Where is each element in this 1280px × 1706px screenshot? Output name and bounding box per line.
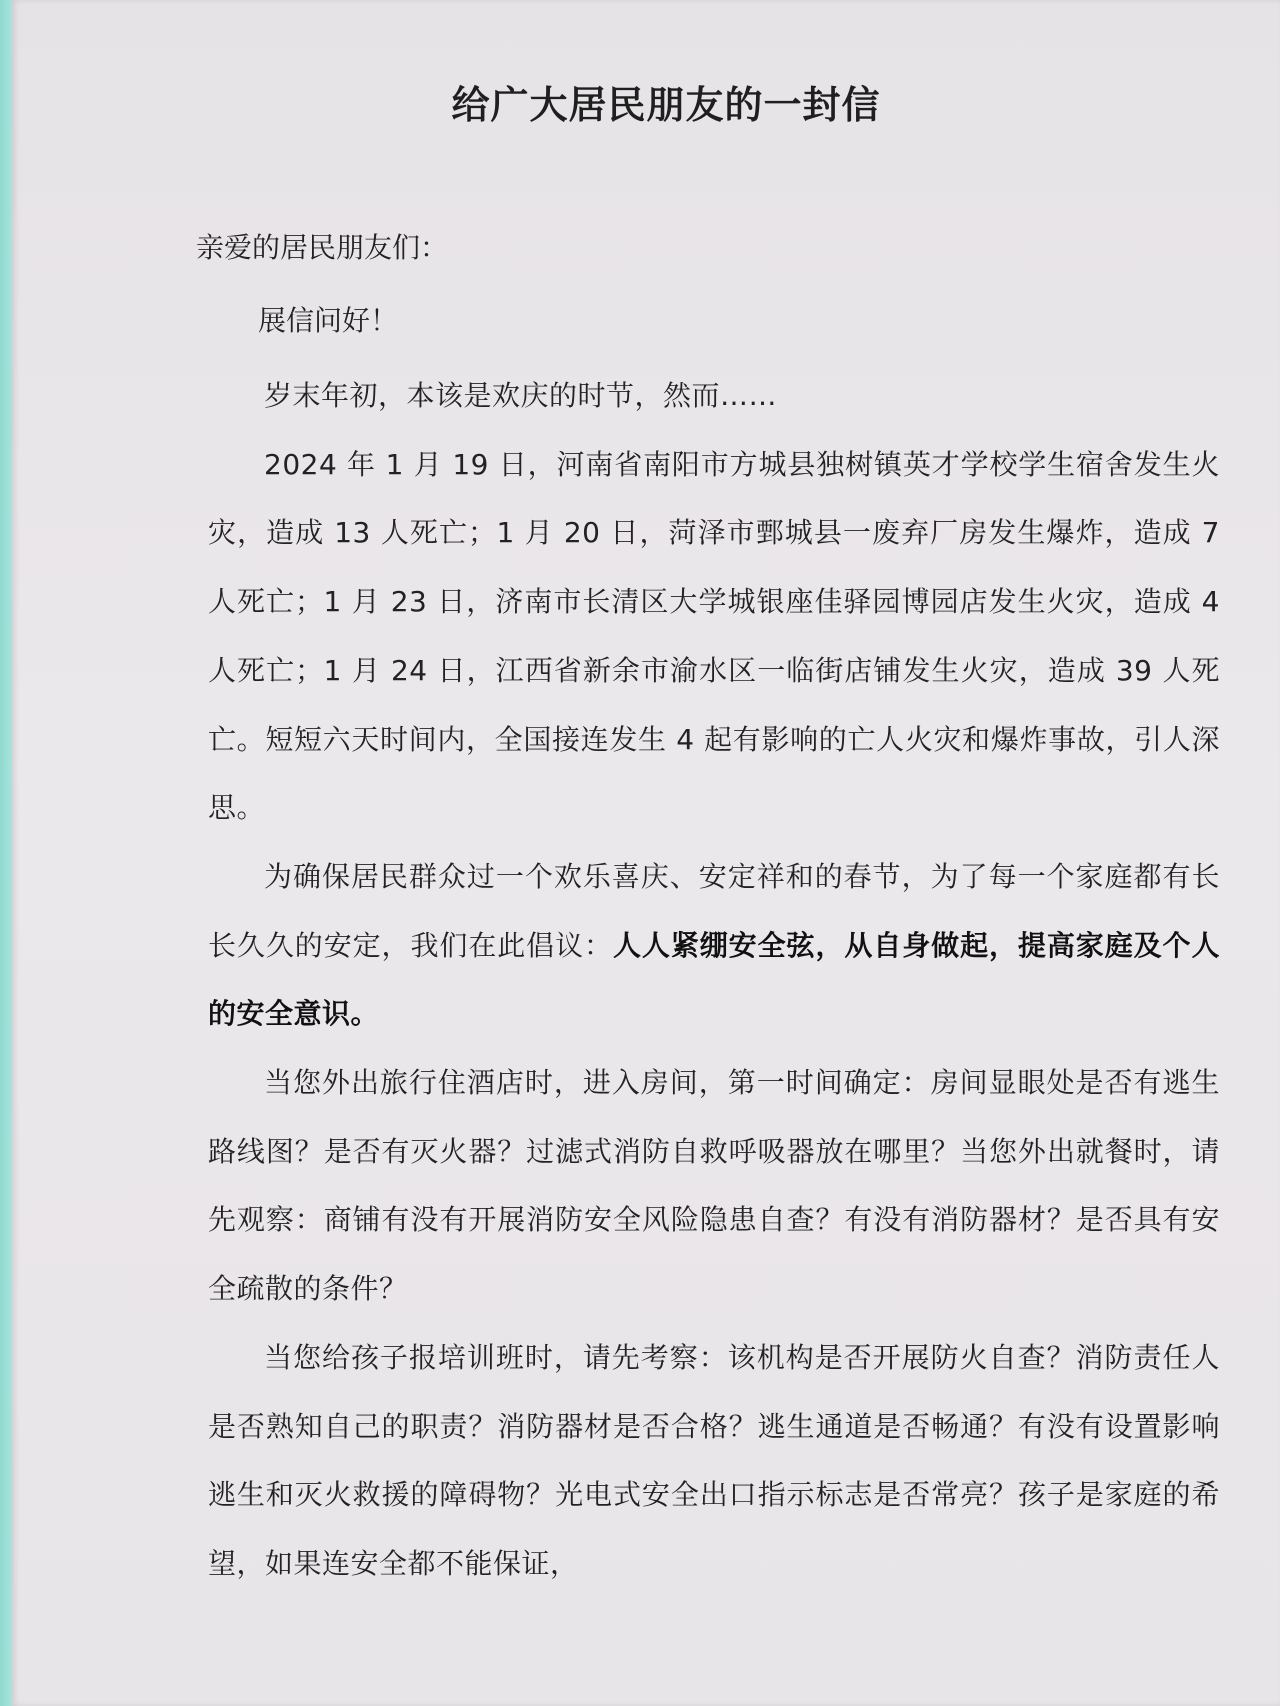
letter-body xyxy=(208,362,1220,1599)
paragraph-appeal-bold: 人人紧绷安全弦，从自身做起，提高家庭及个人的安全意识。 xyxy=(208,928,1220,1031)
paragraph-appeal-text: 为确保居民群众过一个欢乐喜庆、安定祥和的春节，为了每一个家庭都有长长久久的安定，我们在此倡议： xyxy=(208,859,1220,962)
paragraph-children-text: 当您给孩子报培训班时，请先考察：该机构是否开展防火自查？消防责任人是否熟知自己的职责？消防器材是否合格？逃生通道是否畅通？有没有设置影响逃生和灭火救援的障碍物？光电式安全出口指示标志是否常亮？孩子是家庭的希望，如果连安全都不能保证， xyxy=(208,1340,1220,1580)
letter-title: 给广大居民朋友的一封信 xyxy=(451,83,881,127)
paragraph-incidents xyxy=(208,431,1220,843)
paragraph-intro-text: 岁末年初，本该是欢庆的时节，然而…… xyxy=(264,379,778,412)
paragraph-travel-text: 当您外出旅行住酒店时，进入房间，第一时间确定：房间显眼处是否有逃生路线图？是否有灭火器？过滤式消防自救呼吸器放在哪里？当您外出就餐时，请先观察：商铺有没有开展消防安全风险隐患自查？有没有消防器材？是否具有安全疏散的条件？ xyxy=(208,1066,1220,1306)
paragraph-appeal xyxy=(208,843,1220,1049)
paragraph-travel xyxy=(208,1049,1220,1324)
letter-greeting: 亲爱的居民朋友们： xyxy=(196,231,449,264)
paragraph-children xyxy=(208,1324,1220,1599)
paper-sheet xyxy=(12,0,1280,1706)
paragraph-intro xyxy=(208,362,1220,431)
paragraph-incidents-text: 2024 年 1 月 19 日，河南省南阳市方城县独树镇英才学校学生宿舍发生火灾，造成 13 人死亡；1 月 20 日，菏泽市鄄城县一废弃厂房发生爆炸，造成 7 人死亡；1 月 23 日，济南市长清区大学城银座佳驿园博园店发生火灾，造成 4 人死亡；1 月 24 日，江西省新余市渝水区一临街店铺发生火灾，造成 39 人死亡。短短六天时间内，全国接连发生 4 起有影响的亡人火灾和爆炸事故，引人深思。 xyxy=(208,447,1220,825)
letter-salutation: 展信问好！ xyxy=(258,304,399,337)
